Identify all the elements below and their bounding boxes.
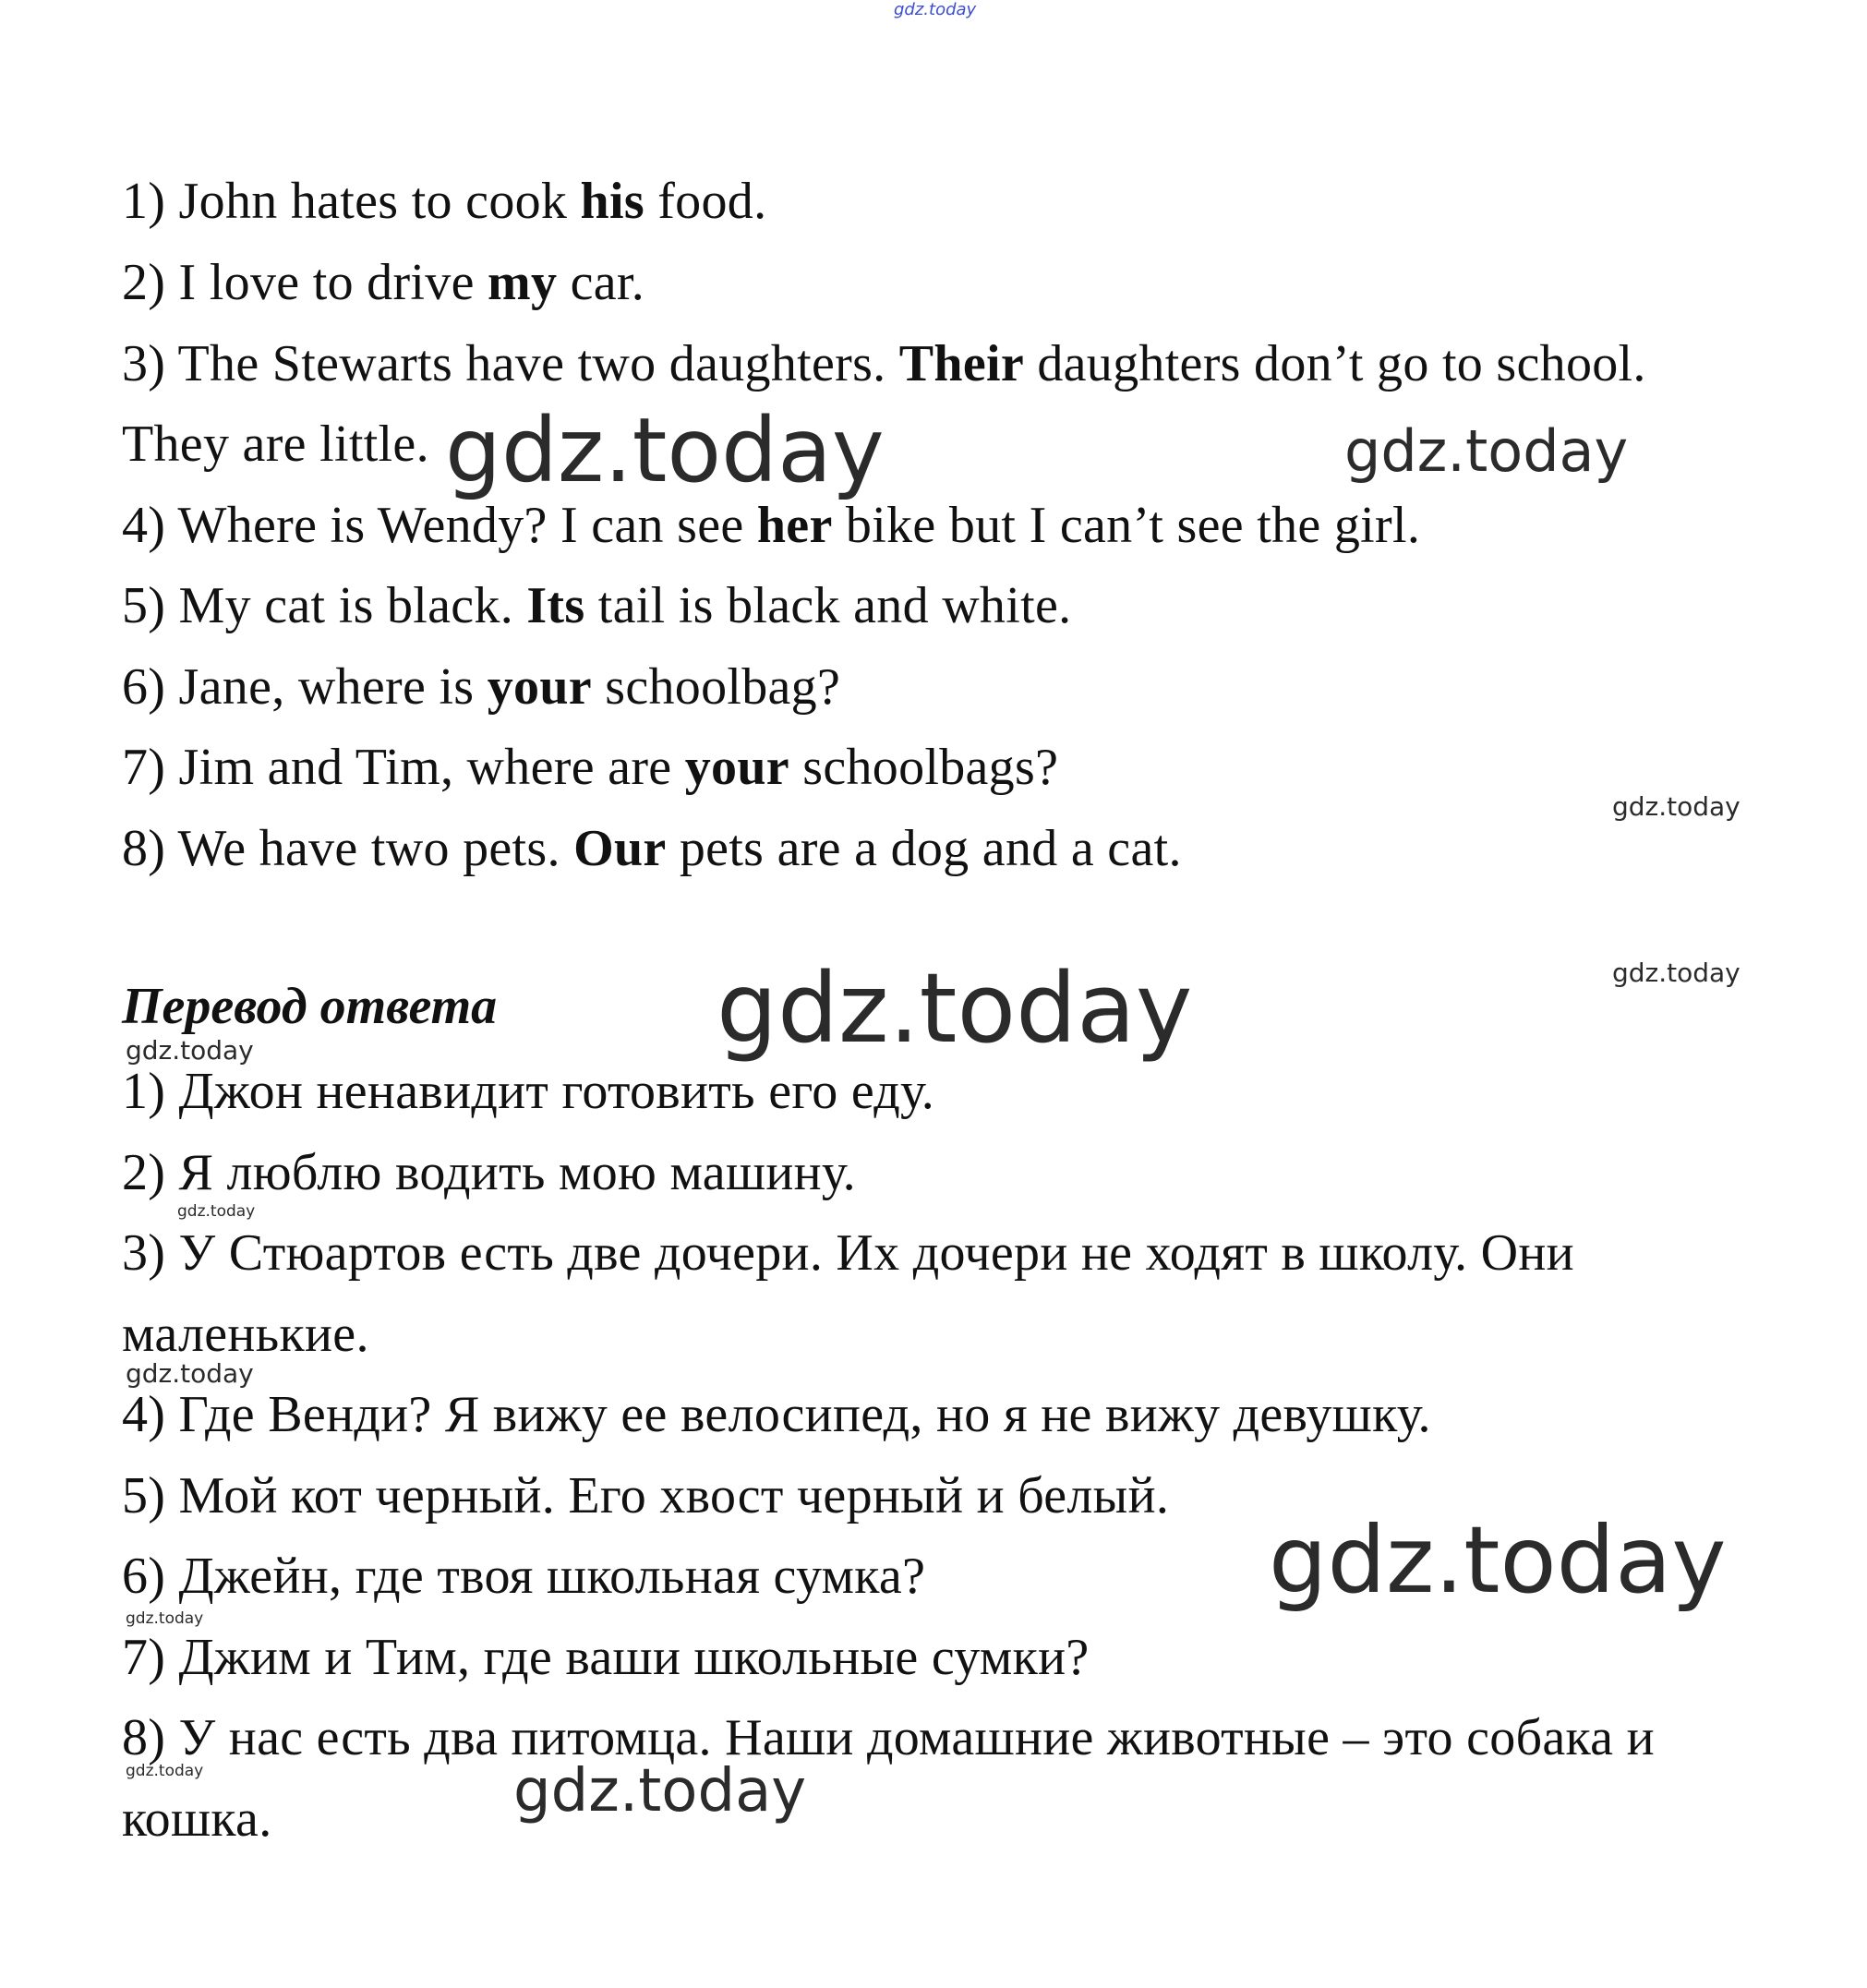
watermark-medium: gdz.today <box>1344 417 1629 485</box>
translation-line-3-continued: маленькие. <box>122 1306 369 1363</box>
answer-line-5: 5) My cat is black. Its tail is black and white. <box>122 577 1072 634</box>
translation-line-5: 5) Мой кот черный. Его хвост черный и белый. <box>122 1467 1170 1524</box>
answer-line-8: 8) We have two pets. Our pets are a dog and a cat. <box>122 820 1182 877</box>
watermark-small: gdz.today <box>1612 958 1741 988</box>
translation-line-3: 3) У Стюартов есть две дочери. Их дочери не ходят в школу. Они <box>122 1224 1574 1282</box>
translation-line-4: 4) Где Венди? Я вижу ее велосипед, но я не вижу девушку. <box>122 1386 1431 1443</box>
answer-line-2: 2) I love to drive my car. <box>122 254 645 311</box>
watermark-small: gdz.today <box>1612 791 1741 822</box>
translation-line-8: 8) У нас есть два питомца. Наши домашние животные – это собака и <box>122 1709 1655 1766</box>
translation-line-6: 6) Джейн, где твоя школьная сумка? <box>122 1548 926 1605</box>
translation-heading: Перевод ответа <box>122 978 498 1035</box>
watermark-tiny: gdz.today <box>177 1202 256 1221</box>
watermark-large: gdz.today <box>1269 1506 1727 1614</box>
site-mark: gdz.today <box>894 0 977 19</box>
answer-line-3: 3) The Stewarts have two daughters. Their daughters don’t go to school. <box>122 335 1646 392</box>
answer-line-7: 7) Jim and Tim, where are your schoolbags? <box>122 739 1059 796</box>
watermark-tiny: gdz.today <box>126 1609 204 1628</box>
watermark-large: gdz.today <box>445 399 885 502</box>
translation-line-7: 7) Джим и Тим, где ваши школьные сумки? <box>122 1629 1090 1686</box>
watermark-large: gdz.today <box>717 952 1193 1065</box>
watermark-small: gdz.today <box>126 1035 254 1066</box>
answer-line-6: 6) Jane, where is your schoolbag? <box>122 658 841 716</box>
watermark-small: gdz.today <box>126 1358 254 1389</box>
answer-line-4: 4) Where is Wendy? I can see her bike but I can’t see the girl. <box>122 497 1421 554</box>
translation-line-1: 1) Джон ненавидит готовить его еду. <box>122 1063 935 1120</box>
answer-line-3-continued: They are little. <box>122 416 429 473</box>
watermark-tiny: gdz.today <box>126 1762 204 1780</box>
answer-line-1: 1) John hates to cook his food. <box>122 173 767 230</box>
translation-line-2: 2) Я люблю водить мою машину. <box>122 1144 856 1201</box>
watermark-medium: gdz.today <box>513 1757 807 1825</box>
translation-line-8-continued: кошка. <box>122 1790 272 1848</box>
